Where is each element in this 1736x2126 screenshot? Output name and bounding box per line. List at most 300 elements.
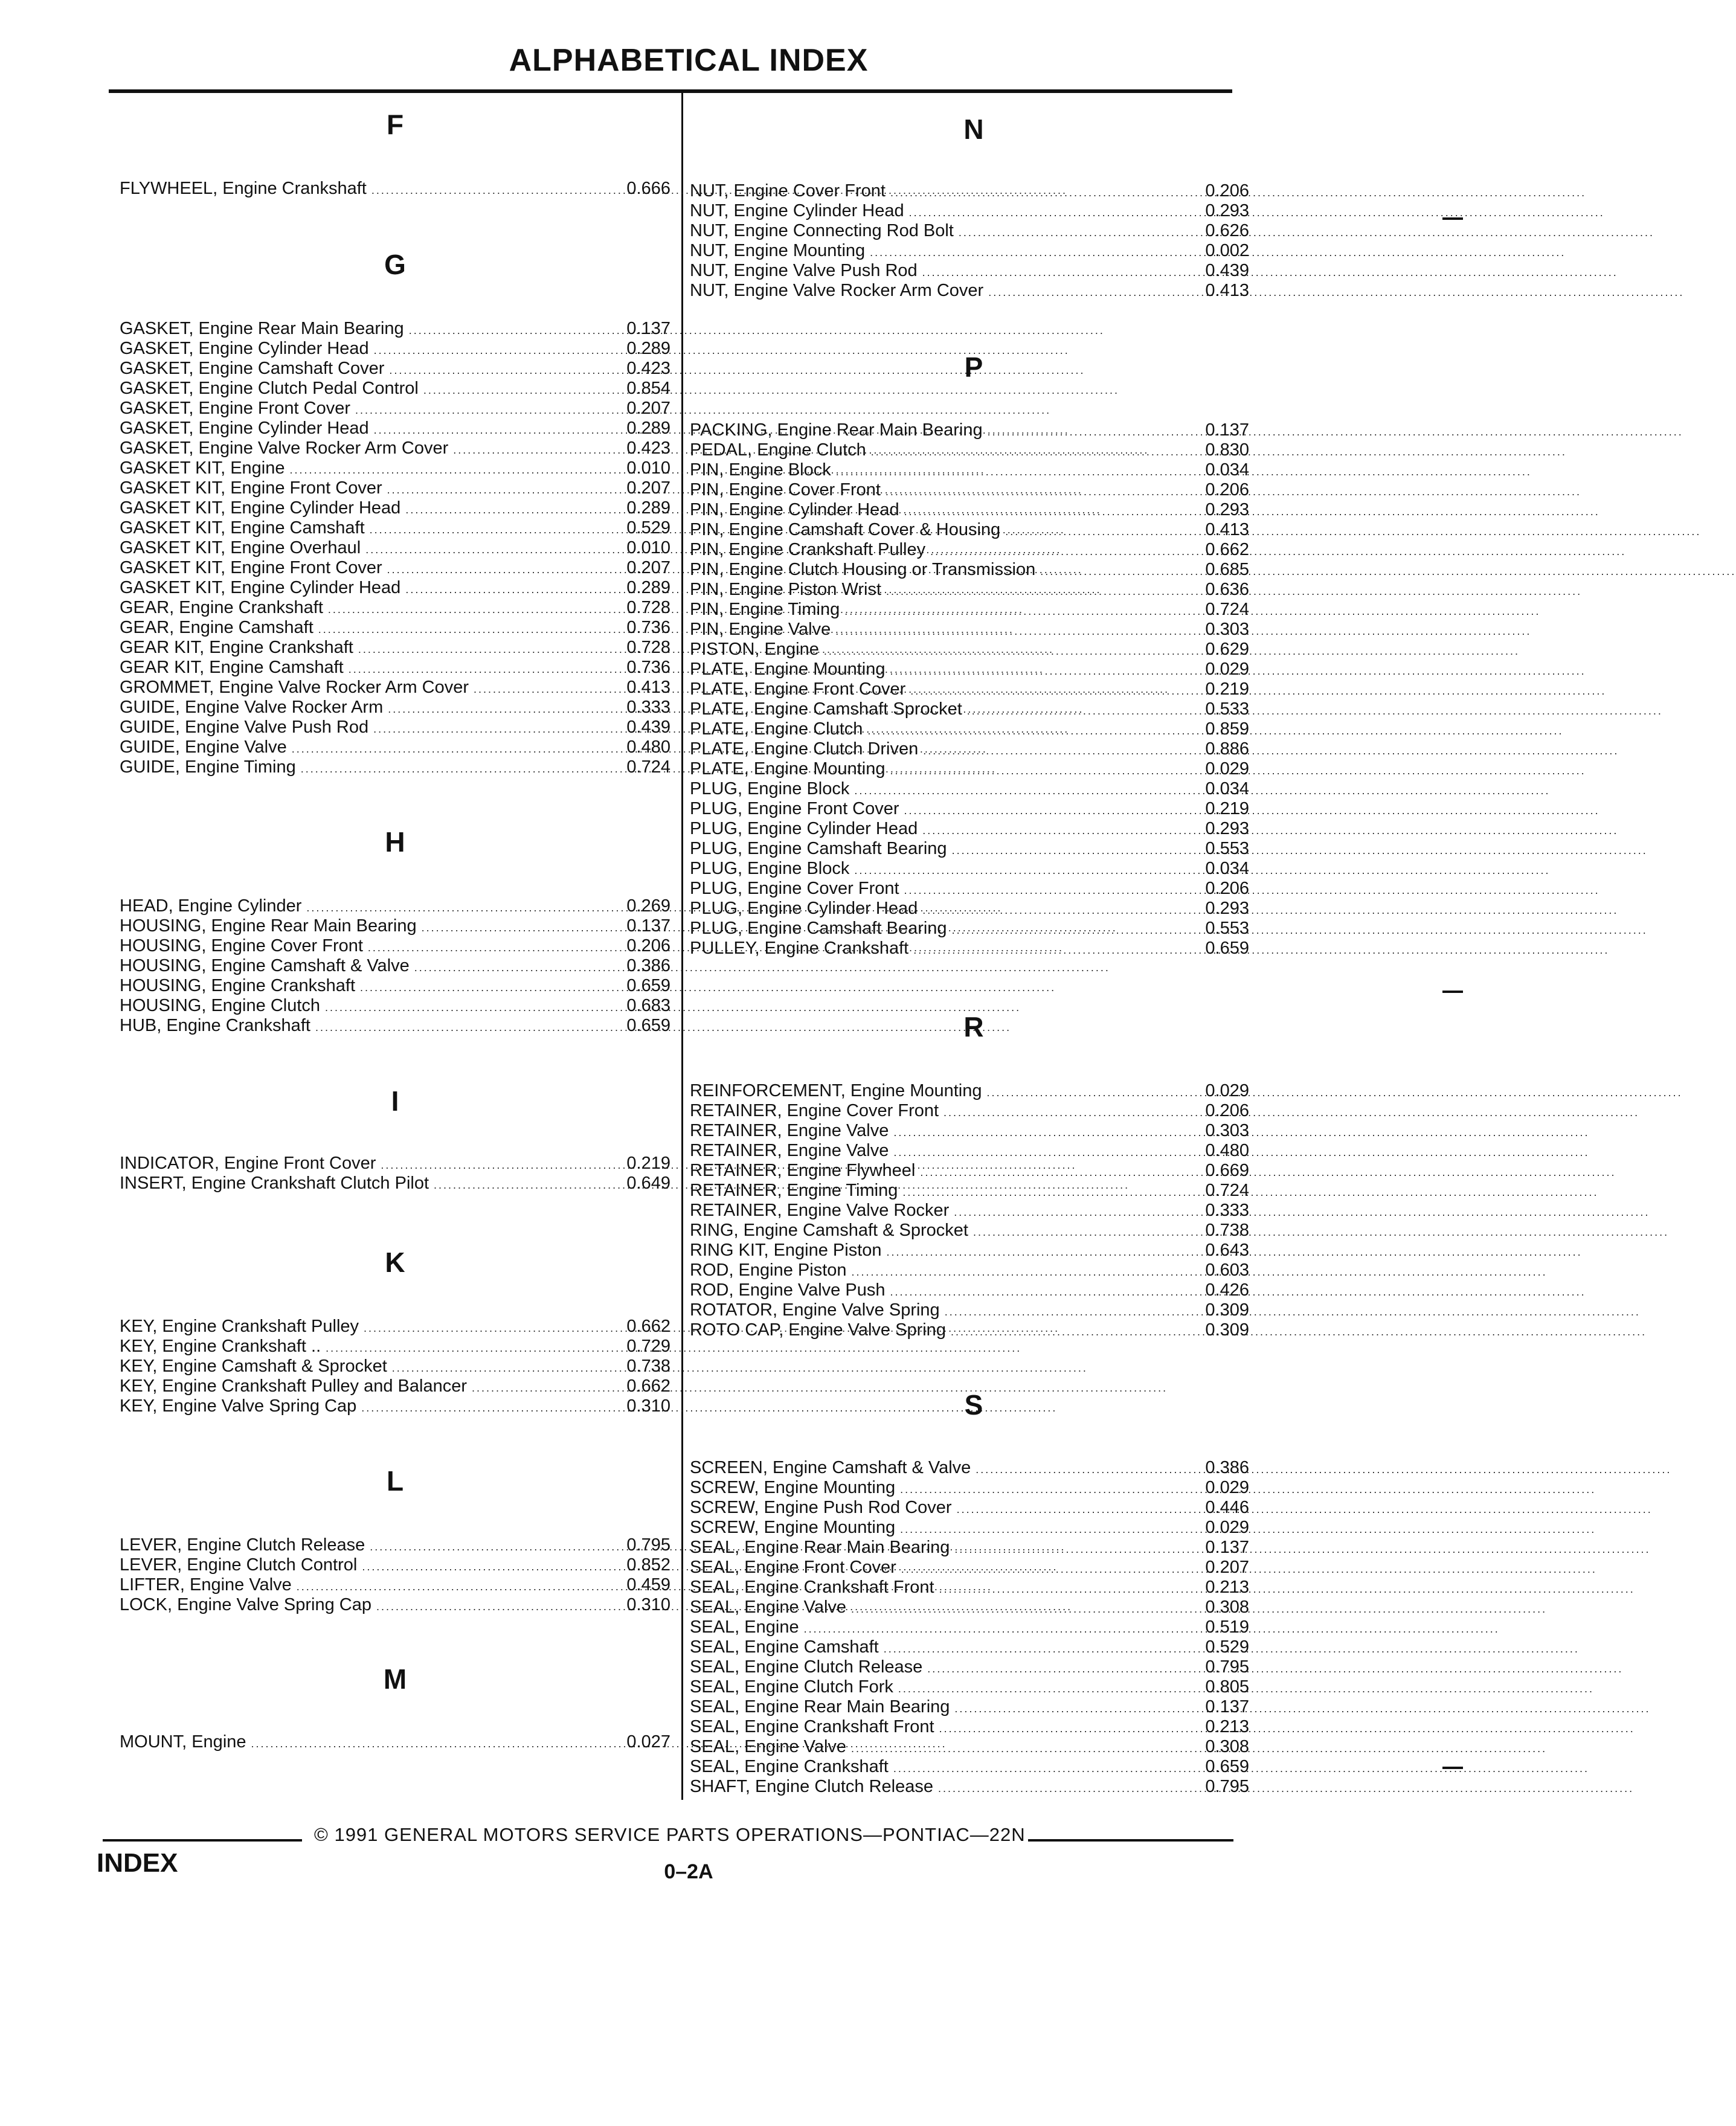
- index-entry: [120, 179, 670, 199]
- index-entry: [690, 440, 1249, 460]
- entry-reference-number: 0.219: [1205, 679, 1249, 699]
- entry-reference-number: 0.729: [626, 1337, 670, 1356]
- dot-leader: [922, 263, 1184, 283]
- entry-reference-number: 0.659: [626, 1016, 670, 1035]
- dot-leader: [349, 660, 605, 679]
- index-entry: [690, 839, 1249, 859]
- entry-description: GASKET KIT, Engine Camshaft: [120, 518, 365, 538]
- entry-description: RING, Engine Camshaft & Sprocket: [690, 1221, 968, 1240]
- entry-description: SEAL, Engine Valve: [690, 1598, 847, 1617]
- entry-description: RETAINER, Engine Cover Front: [690, 1101, 939, 1120]
- entry-description: HEAD, Engine Cylinder: [120, 896, 302, 916]
- entry-description: PLATE, Engine Mounting: [690, 759, 886, 779]
- dot-leader: [315, 1018, 605, 1038]
- entry-reference-number: 0.439: [1205, 261, 1249, 280]
- index-entry: [690, 1141, 1249, 1161]
- index-entry: [690, 1458, 1249, 1478]
- index-entry: [120, 518, 670, 538]
- dot-leader: [374, 420, 605, 440]
- dot-leader: [422, 918, 605, 938]
- entry-description: GUIDE, Engine Valve Rocker Arm: [120, 698, 384, 717]
- entry-reference-number: 0.659: [1205, 939, 1249, 958]
- entry-reference-number: 0.213: [1205, 1578, 1249, 1597]
- index-entry: [690, 1261, 1249, 1280]
- dot-leader: [365, 540, 605, 560]
- entry-reference-number: 0.439: [626, 718, 670, 737]
- entry-reference-number: 0.886: [1205, 739, 1249, 759]
- section-letter-k: K: [385, 1247, 405, 1278]
- entry-reference-number: 0.423: [626, 438, 670, 458]
- entry-reference-number: 0.519: [1205, 1617, 1249, 1637]
- entry-reference-number: 0.293: [1205, 819, 1249, 838]
- index-entry: [120, 1575, 670, 1595]
- index-entry: [120, 399, 670, 419]
- entry-reference-number: 0.333: [626, 698, 670, 717]
- entry-description: MOUNT, Engine: [120, 1732, 246, 1752]
- index-list-h: [120, 896, 670, 1036]
- entry-description: PLUG, Engine Front Cover: [690, 799, 899, 818]
- dot-leader: [939, 1579, 1184, 1599]
- entry-description: GASKET KIT, Engine Front Cover: [120, 558, 382, 577]
- entry-description: ROTATOR, Engine Valve Spring: [690, 1300, 940, 1320]
- entry-description: PIN, Engine Crankshaft Pulley: [690, 540, 926, 559]
- index-entry: [120, 379, 670, 399]
- entry-reference-number: 0.413: [626, 678, 670, 697]
- entry-description: PIN, Engine Block: [690, 460, 831, 480]
- dot-leader: [1040, 562, 1184, 582]
- entry-description: PIN, Engine Timing: [690, 600, 840, 619]
- index-entry: [690, 1498, 1249, 1518]
- index-list-p: [690, 420, 1249, 959]
- entry-description: SEAL, Engine Camshaft: [690, 1637, 879, 1657]
- dot-leader: [409, 321, 605, 341]
- index-entry: [690, 640, 1249, 660]
- index-entry: [120, 538, 670, 558]
- index-entry: [120, 1376, 670, 1396]
- dot-leader: [976, 1460, 1184, 1480]
- entry-description: REINFORCEMENT, Engine Mounting: [690, 1081, 982, 1100]
- entry-reference-number: 0.529: [626, 518, 670, 538]
- entry-reference-number: 0.724: [1205, 600, 1249, 619]
- entry-description: SCREEN, Engine Camshaft & Valve: [690, 1458, 971, 1477]
- dot-leader: [804, 1619, 1184, 1639]
- entry-reference-number: 0.289: [626, 419, 670, 438]
- entry-description: GASKET KIT, Engine Cylinder Head: [120, 498, 401, 518]
- entry-description: GASKET, Engine Camshaft Cover: [120, 359, 385, 378]
- entry-reference-number: 0.010: [626, 538, 670, 557]
- index-entry: [690, 261, 1249, 281]
- entry-reference-number: 0.029: [1205, 1478, 1249, 1497]
- entry-reference-number: 0.413: [1205, 281, 1249, 300]
- dot-leader: [392, 1358, 605, 1378]
- dot-leader: [388, 699, 605, 719]
- copyright-line: © 1991 GENERAL MOTORS SERVICE PARTS OPERATIONS—PONTIAC—22N: [314, 1824, 1026, 1845]
- dot-leader: [453, 440, 605, 460]
- dot-leader: [360, 978, 605, 998]
- index-entry: [690, 480, 1249, 500]
- entry-description: PISTON, Engine: [690, 640, 819, 659]
- entry-reference-number: 0.309: [1205, 1300, 1249, 1320]
- index-entry: [120, 498, 670, 518]
- dot-leader: [951, 1322, 1184, 1342]
- dot-leader: [871, 442, 1184, 462]
- dot-leader: [957, 1500, 1184, 1520]
- entry-reference-number: 0.659: [626, 976, 670, 995]
- index-entry: [120, 359, 670, 379]
- index-entry: [690, 1280, 1249, 1300]
- dot-leader: [890, 661, 1185, 681]
- index-list-g: [120, 319, 670, 777]
- index-entry: [690, 1201, 1249, 1221]
- index-entry: [690, 1518, 1249, 1538]
- dot-leader: [954, 1540, 1184, 1559]
- entry-description: KEY, Engine Camshaft & Sprocket: [120, 1357, 387, 1376]
- page-number: 0–2A: [664, 1860, 713, 1883]
- dot-leader: [890, 183, 1184, 203]
- entry-reference-number: 0.034: [1205, 460, 1249, 480]
- index-entry: [120, 1595, 670, 1615]
- entry-reference-number: 0.137: [1205, 1697, 1249, 1717]
- entry-reference-number: 0.426: [1205, 1280, 1249, 1300]
- index-entry: [120, 1732, 670, 1752]
- dot-leader: [954, 1699, 1184, 1719]
- entry-description: SEAL, Engine Clutch Fork: [690, 1677, 893, 1697]
- entry-description: PLATE, Engine Camshaft Sprocket: [690, 699, 962, 719]
- index-entry: [690, 600, 1249, 620]
- dot-leader: [364, 1318, 605, 1338]
- index-entry: [690, 221, 1249, 241]
- dot-leader: [893, 1143, 1184, 1163]
- dot-leader: [870, 243, 1184, 263]
- index-entry: [120, 1016, 670, 1036]
- dot-leader: [325, 998, 605, 1018]
- entry-description: PLUG, Engine Camshaft Bearing: [690, 919, 947, 938]
- footer-rule-left: [103, 1839, 302, 1842]
- dot-leader: [326, 1338, 605, 1358]
- dot-leader: [904, 881, 1184, 901]
- dot-leader: [835, 621, 1184, 641]
- entry-reference-number: 0.269: [626, 896, 670, 916]
- entry-description: NUT, Engine Connecting Rod Bolt: [690, 221, 954, 240]
- entry-reference-number: 0.553: [1205, 919, 1249, 938]
- entry-description: GEAR KIT, Engine Camshaft: [120, 658, 344, 677]
- section-letter-l: L: [386, 1465, 404, 1497]
- entry-description: RETAINER, Engine Flywheel: [690, 1161, 916, 1180]
- index-entry: [690, 1161, 1249, 1181]
- index-list-k: [120, 1317, 670, 1416]
- index-entry: [120, 578, 670, 598]
- entry-description: LEVER, Engine Clutch Control: [120, 1555, 358, 1575]
- dot-leader: [945, 1302, 1184, 1322]
- entry-description: GASKET KIT, Engine Front Cover: [120, 478, 382, 498]
- entry-reference-number: 0.308: [1205, 1598, 1249, 1617]
- dot-leader: [988, 422, 1184, 442]
- dot-leader: [900, 1480, 1184, 1500]
- entry-description: INSERT, Engine Crankshaft Clutch Pilot: [120, 1174, 429, 1193]
- entry-description: PEDAL, Engine Clutch: [690, 440, 866, 460]
- entry-reference-number: 0.029: [1205, 660, 1249, 679]
- entry-reference-number: 0.333: [1205, 1201, 1249, 1220]
- dot-leader: [923, 741, 1184, 761]
- index-entry: [120, 1555, 670, 1575]
- entry-reference-number: 0.629: [1205, 640, 1249, 659]
- entry-reference-number: 0.206: [1205, 480, 1249, 499]
- dot-leader: [893, 1123, 1184, 1143]
- dot-leader: [1005, 522, 1184, 542]
- entry-reference-number: 0.206: [1205, 879, 1249, 898]
- entry-description: GUIDE, Engine Timing: [120, 757, 296, 777]
- entry-description: SHAFT, Engine Clutch Release: [690, 1777, 933, 1796]
- dot-leader: [381, 1155, 605, 1175]
- entry-description: HOUSING, Engine Clutch: [120, 996, 321, 1015]
- index-entry: [690, 1677, 1249, 1697]
- dot-leader: [297, 1577, 605, 1597]
- entry-reference-number: 0.207: [626, 558, 670, 577]
- index-list-n: [690, 181, 1249, 301]
- entry-reference-number: 0.669: [1205, 1161, 1249, 1180]
- index-list-f: [120, 179, 670, 199]
- entry-description: PIN, Engine Cover Front: [690, 480, 881, 499]
- index-entry: [690, 281, 1249, 301]
- entry-description: SEAL, Engine: [690, 1617, 799, 1637]
- entry-reference-number: 0.795: [1205, 1657, 1249, 1677]
- index-entry: [120, 598, 670, 618]
- entry-reference-number: 0.459: [626, 1575, 670, 1594]
- dot-leader: [387, 480, 605, 500]
- entry-description: GROMMET, Engine Valve Rocker Arm Cover: [120, 678, 469, 697]
- index-entry: [690, 1598, 1249, 1617]
- entry-description: PIN, Engine Cylinder Head: [690, 500, 899, 519]
- index-entry: [120, 757, 670, 777]
- dot-leader: [373, 719, 605, 739]
- index-entry: [120, 478, 670, 498]
- index-entry: [120, 319, 670, 339]
- index-entry: [120, 1317, 670, 1337]
- dot-leader: [967, 701, 1184, 721]
- dot-leader: [930, 542, 1184, 562]
- dot-leader: [854, 781, 1184, 801]
- entry-reference-number: 0.795: [626, 1535, 670, 1555]
- entry-reference-number: 0.310: [626, 1595, 670, 1614]
- index-entry: [120, 1154, 670, 1174]
- footer-rule-right: [1028, 1839, 1233, 1842]
- dot-leader: [886, 482, 1184, 502]
- entry-reference-number: 0.649: [626, 1174, 670, 1193]
- dot-leader: [376, 1597, 605, 1617]
- dot-leader: [913, 940, 1184, 960]
- index-entry: [690, 859, 1249, 879]
- entry-description: NUT, Engine Valve Push Rod: [690, 261, 918, 280]
- entry-reference-number: 0.219: [626, 1154, 670, 1173]
- entry-description: INDICATOR, Engine Front Cover: [120, 1154, 376, 1173]
- section-letter-i: I: [391, 1085, 399, 1117]
- index-entry: [690, 939, 1249, 959]
- dot-leader: [927, 1659, 1184, 1679]
- index-entry: [690, 1121, 1249, 1141]
- dot-leader: [836, 462, 1184, 482]
- entry-description: KEY, Engine Crankshaft ..: [120, 1337, 321, 1356]
- dot-leader: [290, 460, 606, 480]
- dot-leader: [938, 1779, 1184, 1799]
- entry-reference-number: 0.805: [1205, 1677, 1249, 1697]
- entry-description: GASKET KIT, Engine Overhaul: [120, 538, 361, 557]
- entry-description: NUT, Engine Mounting: [690, 241, 866, 260]
- index-entry: [690, 739, 1249, 759]
- entry-description: SEAL, Engine Clutch Release: [690, 1657, 923, 1677]
- entry-reference-number: 0.002: [1205, 241, 1249, 260]
- dot-leader: [920, 1163, 1184, 1183]
- index-entry: [690, 679, 1249, 699]
- entry-reference-number: 0.027: [626, 1732, 670, 1752]
- entry-reference-number: 0.310: [626, 1396, 670, 1416]
- entry-reference-number: 0.137: [1205, 1538, 1249, 1557]
- entry-description: GASKET, Engine Valve Rocker Arm Cover: [120, 438, 449, 458]
- entry-description: LIFTER, Engine Valve: [120, 1575, 292, 1594]
- dot-leader: [851, 1599, 1184, 1619]
- entry-reference-number: 0.736: [626, 658, 670, 677]
- index-entry: [690, 1478, 1249, 1498]
- entry-reference-number: 0.034: [1205, 859, 1249, 878]
- index-entry: [690, 1657, 1249, 1677]
- index-entry: [690, 201, 1249, 221]
- entry-description: RETAINER, Engine Valve: [690, 1141, 889, 1160]
- dot-leader: [423, 381, 605, 400]
- dot-leader: [844, 602, 1184, 621]
- index-entry: [690, 1757, 1249, 1777]
- section-letter-r: R: [963, 1011, 984, 1042]
- index-entry: [120, 956, 670, 976]
- index-entry: [690, 660, 1249, 679]
- entry-reference-number: 0.413: [1205, 520, 1249, 539]
- index-entry: [690, 1181, 1249, 1201]
- entry-description: SEAL, Engine Rear Main Bearing: [690, 1538, 950, 1557]
- index-entry: [690, 460, 1249, 480]
- index-entry: [690, 779, 1249, 799]
- entry-description: RETAINER, Engine Timing: [690, 1181, 898, 1200]
- dot-leader: [362, 1557, 605, 1577]
- index-entry: [120, 1535, 670, 1555]
- index-entry: [690, 1320, 1249, 1340]
- entry-reference-number: 0.010: [626, 458, 670, 478]
- entry-description: PIN, Engine Valve: [690, 620, 831, 639]
- entry-reference-number: 0.480: [1205, 1141, 1249, 1160]
- index-entry: [120, 558, 670, 578]
- index-entry: [120, 458, 670, 478]
- entry-reference-number: 0.626: [1205, 221, 1249, 240]
- entry-description: SCREW, Engine Mounting: [690, 1478, 896, 1497]
- index-entry: [690, 1538, 1249, 1558]
- index-entry: [690, 420, 1249, 440]
- entry-description: PIN, Engine Clutch Housing or Transmission: [690, 560, 1036, 579]
- entry-description: HOUSING, Engine Cover Front: [120, 936, 363, 955]
- index-entry: [690, 1717, 1249, 1737]
- dot-leader: [824, 641, 1184, 661]
- entry-reference-number: 0.728: [626, 638, 670, 657]
- entry-description: ROD, Engine Piston: [690, 1261, 847, 1280]
- entry-description: GASKET, Engine Cylinder Head: [120, 419, 369, 438]
- entry-description: GASKET, Engine Rear Main Bearing: [120, 319, 404, 338]
- entry-reference-number: 0.423: [626, 359, 670, 378]
- dot-leader: [922, 901, 1184, 920]
- entry-description: GEAR, Engine Camshaft: [120, 618, 313, 637]
- entry-reference-number: 0.859: [1205, 719, 1249, 739]
- entry-reference-number: 0.738: [1205, 1221, 1249, 1240]
- entry-description: PLATE, Engine Mounting: [690, 660, 886, 679]
- entry-description: NUT, Engine Cylinder Head: [690, 201, 904, 220]
- dot-leader: [884, 1639, 1184, 1659]
- entry-description: SEAL, Engine Crankshaft Front: [690, 1717, 934, 1736]
- entry-reference-number: 0.308: [1205, 1737, 1249, 1756]
- dot-leader: [389, 361, 605, 381]
- index-entry: [120, 718, 670, 737]
- entry-reference-number: 0.303: [1205, 620, 1249, 639]
- dot-leader: [318, 620, 605, 640]
- entry-description: LOCK, Engine Valve Spring Cap: [120, 1595, 371, 1614]
- section-letter-m: M: [383, 1663, 407, 1695]
- index-entry: [690, 1300, 1249, 1320]
- entry-description: GASKET, Engine Clutch Pedal Control: [120, 379, 419, 398]
- dot-leader: [374, 341, 605, 361]
- entry-reference-number: 0.795: [1205, 1777, 1249, 1796]
- index-entry: [690, 799, 1249, 819]
- index-entry: [690, 719, 1249, 739]
- entry-reference-number: 0.289: [626, 339, 670, 358]
- index-entry: [690, 1617, 1249, 1637]
- section-letter-h: H: [385, 826, 405, 858]
- dot-leader: [987, 1083, 1185, 1103]
- entry-reference-number: 0.207: [1205, 1558, 1249, 1577]
- dot-leader: [306, 898, 605, 918]
- index-entry: [690, 580, 1249, 600]
- index-list-r: [690, 1081, 1249, 1340]
- index-entry: [690, 699, 1249, 719]
- index-entry: [690, 1697, 1249, 1717]
- index-entry: [690, 1737, 1249, 1757]
- entry-description: RETAINER, Engine Valve: [690, 1121, 889, 1140]
- dot-leader: [901, 1559, 1184, 1579]
- index-entry: [120, 438, 670, 458]
- dot-leader: [952, 920, 1184, 940]
- dot-leader: [988, 283, 1184, 303]
- entry-reference-number: 0.029: [1205, 759, 1249, 779]
- entry-reference-number: 0.289: [626, 578, 670, 597]
- entry-description: PLUG, Engine Cylinder Head: [690, 819, 918, 838]
- section-letter-p: P: [964, 352, 983, 383]
- index-entry: [120, 737, 670, 757]
- section-letter-f: F: [386, 109, 404, 140]
- entry-reference-number: 0.830: [1205, 440, 1249, 460]
- dot-leader: [328, 600, 605, 620]
- index-entry: [690, 879, 1249, 899]
- index-entry: [690, 560, 1249, 580]
- entry-description: KEY, Engine Crankshaft Pulley and Balancer: [120, 1376, 467, 1396]
- entry-reference-number: 0.736: [626, 618, 670, 637]
- dot-leader: [852, 1262, 1184, 1282]
- entry-description: PLUG, Engine Camshaft Bearing: [690, 839, 947, 858]
- index-entry: [120, 936, 670, 956]
- dot-leader: [973, 1222, 1184, 1242]
- dot-leader: [890, 1282, 1184, 1302]
- dot-leader: [368, 938, 605, 958]
- entry-description: SEAL, Engine Front Cover: [690, 1558, 896, 1577]
- index-entry: [120, 916, 670, 936]
- entry-description: HOUSING, Engine Rear Main Bearing: [120, 916, 417, 936]
- page-title: ALPHABETICAL INDEX: [509, 43, 869, 78]
- index-entry: [120, 658, 670, 678]
- dot-leader: [867, 721, 1184, 741]
- entry-reference-number: 0.643: [1205, 1241, 1249, 1260]
- entry-reference-number: 0.293: [1205, 899, 1249, 918]
